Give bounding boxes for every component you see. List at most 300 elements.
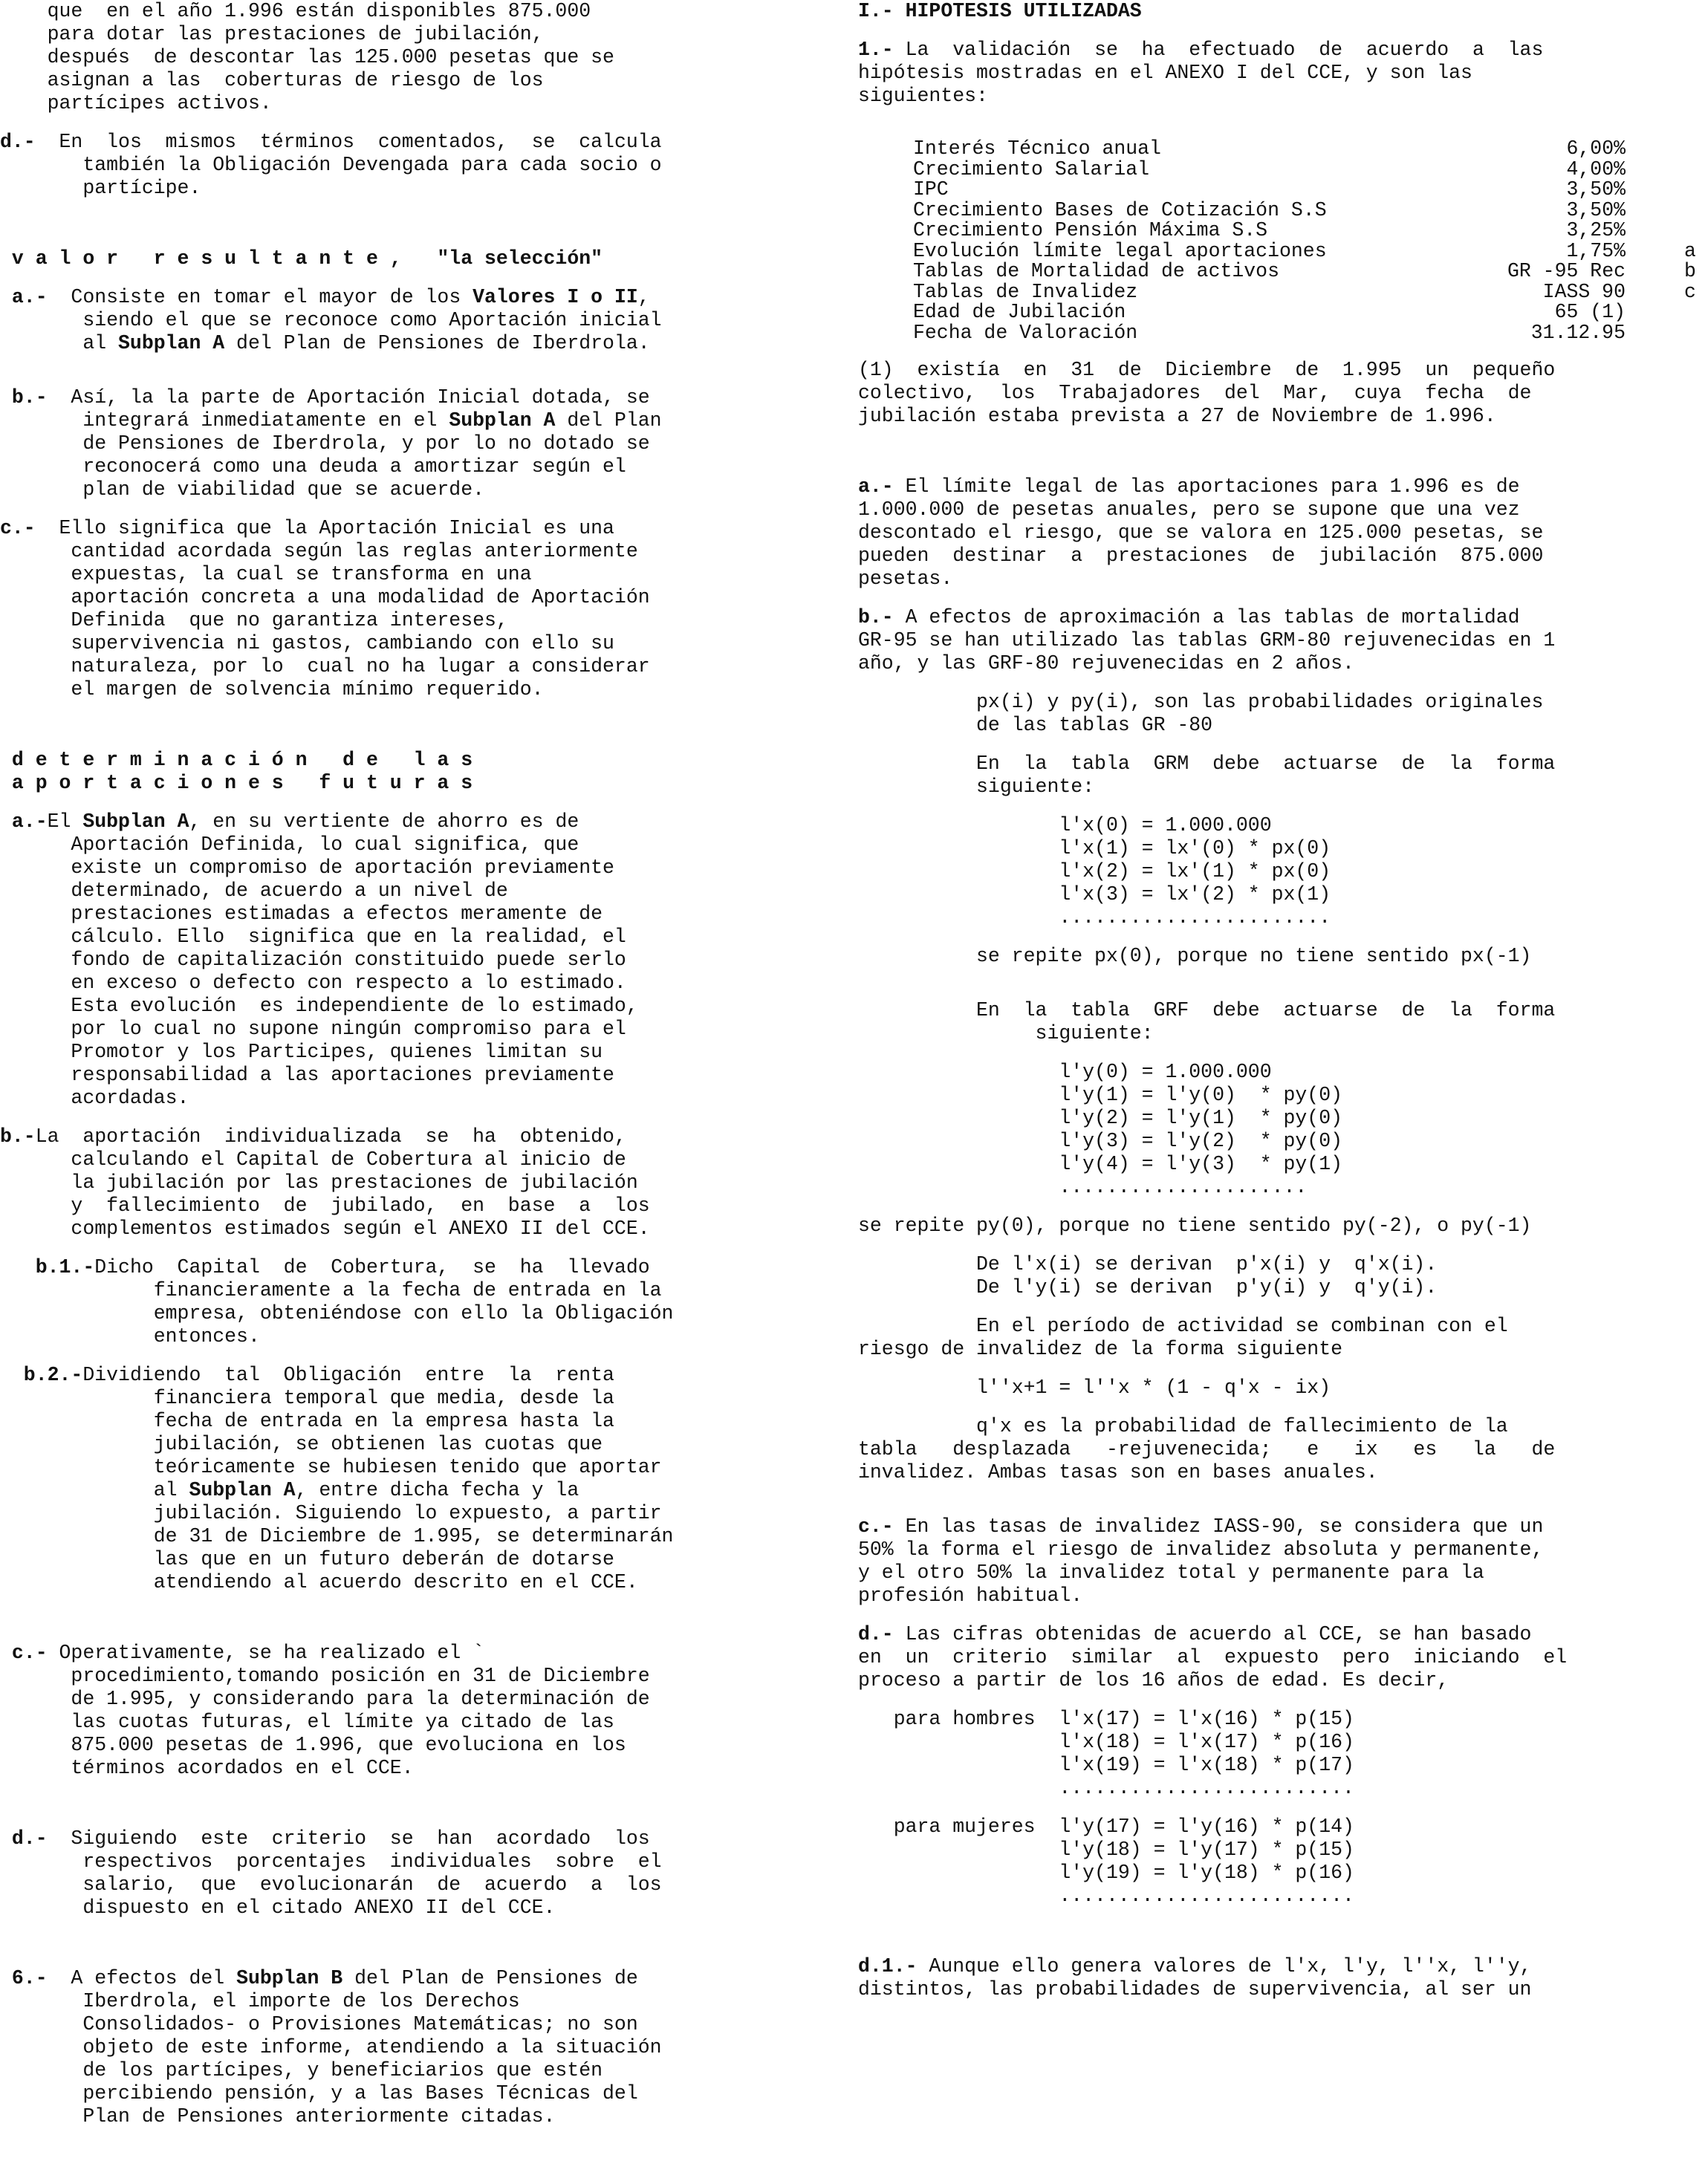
line-text: La aportación individualizada se ha obtenido, — [35, 1125, 626, 1148]
line-text: profesión habitual. — [858, 1585, 1083, 1607]
line-text: l''x+1 = l''x * (1 - q'x - ix) — [858, 1377, 1331, 1399]
text-line — [858, 521, 1701, 545]
line-text: colectivo, los Trabajadores del Mar, cuya fecha de — [858, 382, 1532, 404]
section-heading — [858, 0, 1701, 23]
section-heading — [0, 772, 799, 795]
text-line — [0, 409, 799, 432]
item-label: 1.- — [858, 39, 894, 61]
text-line — [0, 586, 799, 609]
spacer — [0, 1348, 799, 1364]
line-text: para dotar las prestaciones de jubilación, — [0, 23, 544, 45]
spacer — [858, 968, 1701, 999]
text-line — [0, 1734, 799, 1757]
text-line — [0, 1827, 799, 1850]
line-text: existe un compromiso de aportación previamente — [0, 857, 614, 879]
line-text: siguiente: — [858, 776, 1095, 798]
text-line — [858, 1623, 1701, 1646]
item-label: b.- — [0, 1125, 36, 1148]
hypothesis-value: 3,25% — [1566, 219, 1626, 241]
text-line — [858, 1708, 1701, 1731]
line-text: Aunque ello genera valores de l'x, l'y, l''x, l''y, — [917, 1955, 1532, 1977]
text-line — [0, 1087, 799, 1110]
line-text: De l'y(i) se derivan p'y(i) y q'y(i). — [858, 1276, 1438, 1299]
spacer — [0, 1594, 799, 1642]
line-text: teóricamente se hubiesen tenido que aportar — [0, 1456, 662, 1478]
text-line — [0, 23, 799, 46]
text-line — [0, 177, 799, 200]
text-line — [858, 629, 1701, 652]
line-text: fecha de entrada en la empresa hasta la — [0, 1410, 614, 1432]
line-text: responsabilidad a las aportaciones previamente — [0, 1064, 614, 1086]
spacer — [0, 200, 799, 247]
line-text: Plan de Pensiones anteriormente citadas. — [0, 2105, 556, 2128]
text-line — [858, 883, 1701, 906]
line-text: l'x(18) = l'x(17) * p(16) — [858, 1731, 1354, 1753]
spacer — [858, 1400, 1701, 1415]
text-line — [0, 1479, 799, 1502]
text-line — [0, 655, 799, 678]
line-text-cont: , — [637, 286, 650, 308]
line-text: q'x es la probabilidad de fallecimiento de la — [858, 1415, 1508, 1437]
text-line — [858, 1862, 1701, 1885]
line-text: prestaciones estimadas a efectos meramente de — [0, 903, 603, 925]
text-line — [0, 563, 799, 586]
text-line — [0, 1148, 799, 1171]
line-text: respectivos porcentajes individuales sobre el — [0, 1850, 662, 1873]
text-line — [858, 1377, 1701, 1400]
text-line — [858, 1731, 1701, 1754]
text-line — [0, 972, 799, 995]
text-line — [858, 1816, 1701, 1839]
spacer — [0, 355, 799, 386]
line-text: plan de viabilidad que se acuerde. — [0, 478, 485, 501]
spacer — [0, 501, 799, 517]
text-line — [0, 880, 799, 903]
spacer — [858, 23, 1701, 39]
line-text: l'x(1) = lx'(0) * px(0) — [858, 837, 1331, 859]
hypothesis-value: 3,50% — [1566, 198, 1626, 221]
line-text: ......................... — [858, 1885, 1354, 1907]
hypothesis-row — [858, 139, 1701, 160]
text-line — [0, 517, 799, 540]
item-label: b.- — [0, 386, 48, 409]
text-line — [858, 1061, 1701, 1084]
text-line — [858, 1176, 1701, 1199]
line-text: La validación se ha efectuado de acuerdo a las — [893, 39, 1544, 61]
text-line — [0, 1364, 799, 1387]
spacer — [858, 1199, 1701, 1215]
text-line — [0, 2082, 799, 2105]
line-text: Aportación Definida, lo cual significa, que — [0, 833, 579, 856]
text-line — [858, 39, 1701, 62]
line-text: El límite legal de las aportaciones para 1.996 es de — [893, 475, 1520, 498]
text-line — [0, 1688, 799, 1711]
text-line — [858, 1315, 1701, 1338]
hypothesis-note-ref: a — [1684, 239, 1696, 262]
text-line — [858, 568, 1701, 591]
line-text: l'y(4) = l'y(3) * py(1) — [858, 1153, 1343, 1175]
line-text: ....................... — [858, 906, 1331, 929]
line-text: cálculo. Ello significa que en la realidad, el — [0, 926, 626, 948]
line-text: dispuesto en el citado ANEXO II del CCE. — [0, 1897, 556, 1919]
line-text: en exceso o defecto con respecto a lo estimado. — [0, 972, 626, 994]
text-line — [858, 1084, 1701, 1107]
hypotheses-table — [858, 139, 1701, 343]
line-text: en un criterio similar al expuesto pero iniciando el — [858, 1646, 1568, 1668]
line-text: Dividiendo tal Obligación entre la renta — [82, 1364, 614, 1386]
section-heading — [0, 749, 799, 772]
text-line — [858, 691, 1701, 714]
line-text: para hombres l'x(17) = l'x(16) * p(15) — [858, 1708, 1354, 1730]
text-line — [0, 1302, 799, 1325]
text-line — [858, 1253, 1701, 1276]
text-line — [0, 1873, 799, 1897]
text-line — [0, 903, 799, 926]
text-line — [0, 92, 799, 115]
text-line — [858, 753, 1701, 776]
line-text: atendiendo al acuerdo descrito en el CCE. — [0, 1571, 638, 1593]
hypothesis-name: Crecimiento Salarial — [913, 157, 1150, 181]
text-line — [0, 1433, 799, 1456]
line-text: determinado, de acuerdo a un nivel de — [0, 880, 508, 902]
line-text: acordadas. — [0, 1087, 189, 1109]
text-line — [858, 1885, 1701, 1908]
bold-term: Subplan B — [236, 1967, 343, 1989]
item-label: d.- — [858, 1623, 894, 1645]
line-text: jubilación estaba prevista a 27 de Noviembre de 1.996. — [858, 405, 1496, 427]
text-line — [0, 455, 799, 478]
line-text: integrará inmediatamente en el — [0, 409, 449, 432]
line-text: d e t e r m i n a c i ó n d e l a s — [0, 749, 473, 771]
line-text: después de descontar las 125.000 pesetas que se — [0, 46, 614, 68]
bold-term: Subplan A — [189, 1479, 296, 1501]
text-line — [0, 432, 799, 455]
line-text: A efectos del — [47, 1967, 237, 1989]
line-text: salario, que evolucionarán de acuerdo a los — [0, 1873, 662, 1896]
line-text: Esta evolución es independiente de lo estimado, — [0, 995, 638, 1017]
line-text: 50% la forma el riesgo de invalidez absoluta y permanente, — [858, 1538, 1544, 1561]
line-text: jubilación, se obtienen las cuotas que — [0, 1433, 603, 1455]
line-text: l'y(3) = l'y(2) * py(0) — [858, 1130, 1343, 1152]
line-text: objeto de este informe, atendiendo a la situación — [0, 2036, 662, 2058]
text-line — [0, 1064, 799, 1087]
text-line — [0, 540, 799, 563]
item-label: b.- — [858, 606, 894, 628]
hypothesis-value: 3,50% — [1566, 178, 1626, 201]
hypothesis-name: Crecimiento Pensión Máxima S.S — [913, 219, 1268, 241]
line-text: l'x(2) = lx'(1) * px(0) — [858, 860, 1331, 883]
item-label: c.- — [858, 1515, 894, 1538]
text-line — [858, 606, 1701, 629]
text-line — [0, 1325, 799, 1348]
line-text: Consolidados- o Provisiones Matemáticas; no son — [0, 2013, 638, 2035]
text-line — [0, 1897, 799, 1920]
spacer — [858, 1608, 1701, 1623]
item-label: a.- — [858, 475, 894, 498]
hypothesis-name: Interés Técnico anual — [913, 137, 1161, 160]
line-text: l'x(19) = l'x(18) * p(17) — [858, 1754, 1354, 1776]
spacer — [0, 1780, 799, 1827]
hypothesis-value: 65 (1) — [1554, 301, 1626, 323]
hypothesis-value: 31.12.95 — [1530, 321, 1626, 344]
line-text: financieramente a la fecha de entrada en la — [0, 1279, 662, 1301]
text-line — [858, 814, 1701, 837]
text-line — [858, 1107, 1701, 1130]
bold-term: Valores I o II — [472, 286, 638, 308]
line-text: Siguiendo este criterio se han acordado los — [47, 1827, 650, 1850]
item-label: d.- — [0, 1827, 48, 1850]
line-text: En los mismos términos comentados, se calcula — [35, 131, 662, 153]
hypothesis-row — [858, 261, 1701, 282]
item-label: d.- — [0, 131, 36, 153]
text-line — [0, 1642, 799, 1665]
line-text: 875.000 pesetas de 1.996, que evoluciona en los — [0, 1734, 626, 1756]
text-line — [0, 857, 799, 880]
text-line — [858, 1338, 1701, 1361]
item-label: c.- — [0, 517, 36, 539]
line-text: distintos, las probabilidades de supervivencia, al ser un — [858, 1978, 1532, 2001]
hypothesis-name: Tablas de Invalidez — [913, 280, 1138, 303]
hypothesis-name: Crecimiento Bases de Cotización S.S — [913, 198, 1327, 221]
text-line — [0, 386, 799, 409]
text-line — [858, 1461, 1701, 1484]
text-line — [0, 1757, 799, 1780]
line-text: GR-95 se han utilizado las tablas GRM-80 rejuvenecidas en 1 — [858, 629, 1556, 651]
text-line — [0, 2013, 799, 2036]
text-line — [858, 776, 1701, 799]
line-text: riesgo de invalidez de la forma siguiente — [858, 1338, 1343, 1360]
line-text: ......................... — [858, 1777, 1354, 1799]
line-text: l'y(2) = l'y(1) * py(0) — [858, 1107, 1343, 1129]
line-text: En las tasas de invalidez IASS-90, se considera que un — [893, 1515, 1544, 1538]
text-line — [0, 1990, 799, 2013]
text-line — [858, 475, 1701, 498]
text-line — [0, 332, 799, 355]
hypothesis-value: 4,00% — [1566, 157, 1626, 181]
text-line — [0, 833, 799, 857]
text-line — [858, 837, 1701, 860]
spacer — [858, 929, 1701, 945]
line-text: (1) existía en 31 de Diciembre de 1.995 un pequeño — [858, 359, 1556, 381]
line-text: I.- HIPOTESIS UTILIZADAS — [858, 0, 1142, 22]
spacer — [858, 1045, 1701, 1061]
line-text: se repite px(0), porque no tiene sentido px(-1) — [858, 945, 1532, 967]
line-text: empresa, obteniéndose con ello la Obligación — [0, 1302, 674, 1325]
line-text: A efectos de aproximación a las tablas de mortalidad — [893, 606, 1520, 628]
text-line — [0, 478, 799, 501]
text-line — [858, 1839, 1701, 1862]
spacer — [858, 1484, 1701, 1515]
line-text: v a l o r r e s u l t a n t e , "la selección" — [0, 247, 603, 270]
spacer — [0, 1110, 799, 1125]
text-line — [0, 1410, 799, 1433]
text-line — [858, 1561, 1701, 1585]
spacer — [858, 1908, 1701, 1955]
text-line — [0, 1387, 799, 1410]
line-text: partícipe. — [0, 177, 201, 199]
text-line — [0, 926, 799, 949]
text-line — [0, 678, 799, 701]
text-line — [858, 1978, 1701, 2001]
text-line — [0, 1041, 799, 1064]
spacer — [0, 1920, 799, 1967]
line-text: l'x(3) = lx'(2) * px(1) — [858, 883, 1331, 906]
hypotheses-notes — [858, 359, 1701, 2001]
text-line — [858, 999, 1701, 1022]
line-text: términos acordados en el CCE. — [0, 1757, 414, 1779]
line-text-cont: , entre dicha fecha y la — [295, 1479, 579, 1501]
text-line — [858, 545, 1701, 568]
line-text: descontado el riesgo, que se valora en 125.000 pesetas, se — [858, 521, 1544, 544]
text-line — [0, 286, 799, 309]
line-text: jubilación. Siguiendo lo expuesto, a partir — [0, 1502, 662, 1524]
line-text: al — [0, 332, 119, 354]
text-line — [858, 1130, 1701, 1153]
text-line — [0, 1548, 799, 1571]
text-line — [0, 1850, 799, 1873]
text-line — [0, 1218, 799, 1241]
line-text: l'x(0) = 1.000.000 — [858, 814, 1272, 836]
hypothesis-row — [858, 157, 1701, 181]
line-text: Dicho Capital de Cobertura, se ha llevado — [94, 1256, 650, 1278]
line-text: px(i) y py(i), son las probabilidades originales — [858, 691, 1544, 713]
hypothesis-row — [858, 323, 1701, 344]
line-text: siguiente: — [858, 1022, 1154, 1044]
item-label: a.- — [0, 286, 48, 308]
text-line — [858, 62, 1701, 85]
text-line — [0, 309, 799, 332]
line-text: a p o r t a c i o n e s f u t u r a s — [0, 772, 473, 794]
text-line — [858, 1438, 1701, 1461]
text-line — [858, 85, 1701, 108]
line-text: invalidez. Ambas tasas son en bases anuales. — [858, 1461, 1378, 1483]
spacer — [0, 115, 799, 131]
line-text: de las tablas GR -80 — [858, 714, 1213, 736]
hypothesis-name: Edad de Jubilación — [913, 301, 1126, 323]
text-line — [0, 1571, 799, 1594]
line-text: para mujeres l'y(17) = l'y(16) * p(14) — [858, 1816, 1354, 1838]
line-text: En la tabla GRM debe actuarse de la forma — [858, 753, 1556, 775]
text-line — [0, 0, 799, 23]
line-text: Definida que no garantiza intereses, — [0, 609, 508, 631]
text-line — [858, 714, 1701, 737]
line-text: Iberdrola, el importe de los Derechos — [0, 1990, 520, 2012]
text-line — [858, 359, 1701, 382]
line-text: cantidad acordada según las reglas anteriormente — [0, 540, 638, 562]
text-line — [858, 652, 1701, 675]
line-text-cont: del Plan de Pensiones de — [342, 1967, 638, 1989]
text-line — [858, 1538, 1701, 1561]
line-text: Promotor y los Participes, quienes limitan su — [0, 1041, 603, 1063]
text-line — [0, 810, 799, 833]
line-text: también la Obligación Devengada para cada socio o — [0, 154, 662, 176]
line-text: se repite py(0), porque no tiene sentido py(-2), o py(-1) — [858, 1215, 1532, 1237]
spacer — [0, 795, 799, 810]
text-line — [0, 2036, 799, 2059]
item-label: b.1.- — [0, 1256, 95, 1278]
line-text: fondo de capitalización constituido puede serlo — [0, 949, 626, 971]
text-line — [0, 1967, 799, 1990]
text-line — [858, 1153, 1701, 1176]
text-line — [858, 1415, 1701, 1438]
right-column — [858, 0, 1701, 2001]
line-text: percibiendo pensión, y a las Bases Técnicas del — [0, 2082, 638, 2105]
text-line — [0, 1195, 799, 1218]
line-text: ..................... — [858, 1176, 1308, 1198]
spacer — [858, 1361, 1701, 1377]
text-line — [0, 69, 799, 92]
text-line — [0, 609, 799, 632]
spacer — [0, 1241, 799, 1256]
line-text: de 31 de Diciembre de 1.995, se determinarán — [0, 1525, 674, 1547]
line-text: al — [0, 1479, 189, 1501]
spacer — [858, 1299, 1701, 1315]
line-text: siendo el que se reconoce como Aportación inicial — [0, 309, 662, 331]
line-text: tabla desplazada -rejuvenecida; e ix es la de — [858, 1438, 1556, 1460]
hypothesis-row — [858, 198, 1701, 221]
line-text: pueden destinar a prestaciones de jubilación 875.000 — [858, 545, 1544, 567]
text-line — [858, 1515, 1701, 1538]
item-label: b.2.- — [0, 1364, 83, 1386]
line-text-cont: del Plan — [555, 409, 662, 432]
spacer — [858, 1238, 1701, 1253]
line-text: asignan a las coberturas de riesgo de los — [0, 69, 544, 91]
text-line — [858, 1585, 1701, 1608]
text-line — [0, 154, 799, 177]
text-line — [858, 1955, 1701, 1978]
hypothesis-value: 1,75% — [1566, 239, 1626, 262]
line-text: entonces. — [0, 1325, 260, 1348]
text-line — [0, 1279, 799, 1302]
text-line — [858, 1215, 1701, 1238]
line-text: y fallecimiento de jubilado, en base a los — [0, 1195, 650, 1217]
line-text: aportación concreta a una modalidad de Aportación — [0, 586, 650, 608]
line-text: año, y las GRF-80 rejuvenecidas en 2 años. — [858, 652, 1354, 675]
hypothesis-name: Evolución límite legal aportaciones — [913, 239, 1327, 262]
line-text: Las cifras obtenidas de acuerdo al CCE, se han basado — [893, 1623, 1532, 1645]
line-text: el margen de solvencia mínimo requerido. — [0, 678, 544, 701]
text-line — [858, 906, 1701, 929]
line-text: De l'x(i) se derivan p'x(i) y q'x(i). — [858, 1253, 1438, 1275]
text-line — [0, 2105, 799, 2128]
hypothesis-row — [858, 282, 1701, 303]
line-text: Ello significa que la Aportación Inicial es una — [35, 517, 614, 539]
hypothesis-row — [858, 221, 1701, 241]
text-line — [858, 382, 1701, 405]
line-text: procedimiento,tomando posición en 31 de Diciembre — [0, 1665, 650, 1687]
text-line — [0, 1456, 799, 1479]
line-text: Consiste en tomar el mayor de los — [47, 286, 473, 308]
line-text: En la tabla GRF debe actuarse de la forma — [858, 999, 1556, 1021]
text-line — [858, 405, 1701, 428]
line-text: naturaleza, por lo cual no ha lugar a considerar — [0, 655, 650, 677]
left-column — [0, 0, 799, 2128]
spacer — [858, 591, 1701, 606]
text-line — [858, 860, 1701, 883]
spacer — [858, 343, 1701, 359]
line-text: l'y(0) = 1.000.000 — [858, 1061, 1272, 1083]
line-text: partícipes activos. — [0, 92, 272, 114]
text-line — [0, 46, 799, 69]
line-text: reconocerá como una deuda a amortizar según el — [0, 455, 626, 478]
line-text: l'y(19) = l'y(18) * p(16) — [858, 1862, 1354, 1884]
spacer — [0, 270, 799, 286]
spacer — [858, 428, 1701, 475]
hypothesis-value: IASS 90 — [1542, 280, 1626, 303]
text-line — [0, 949, 799, 972]
spacer — [858, 1692, 1701, 1708]
line-text: El — [47, 810, 83, 833]
